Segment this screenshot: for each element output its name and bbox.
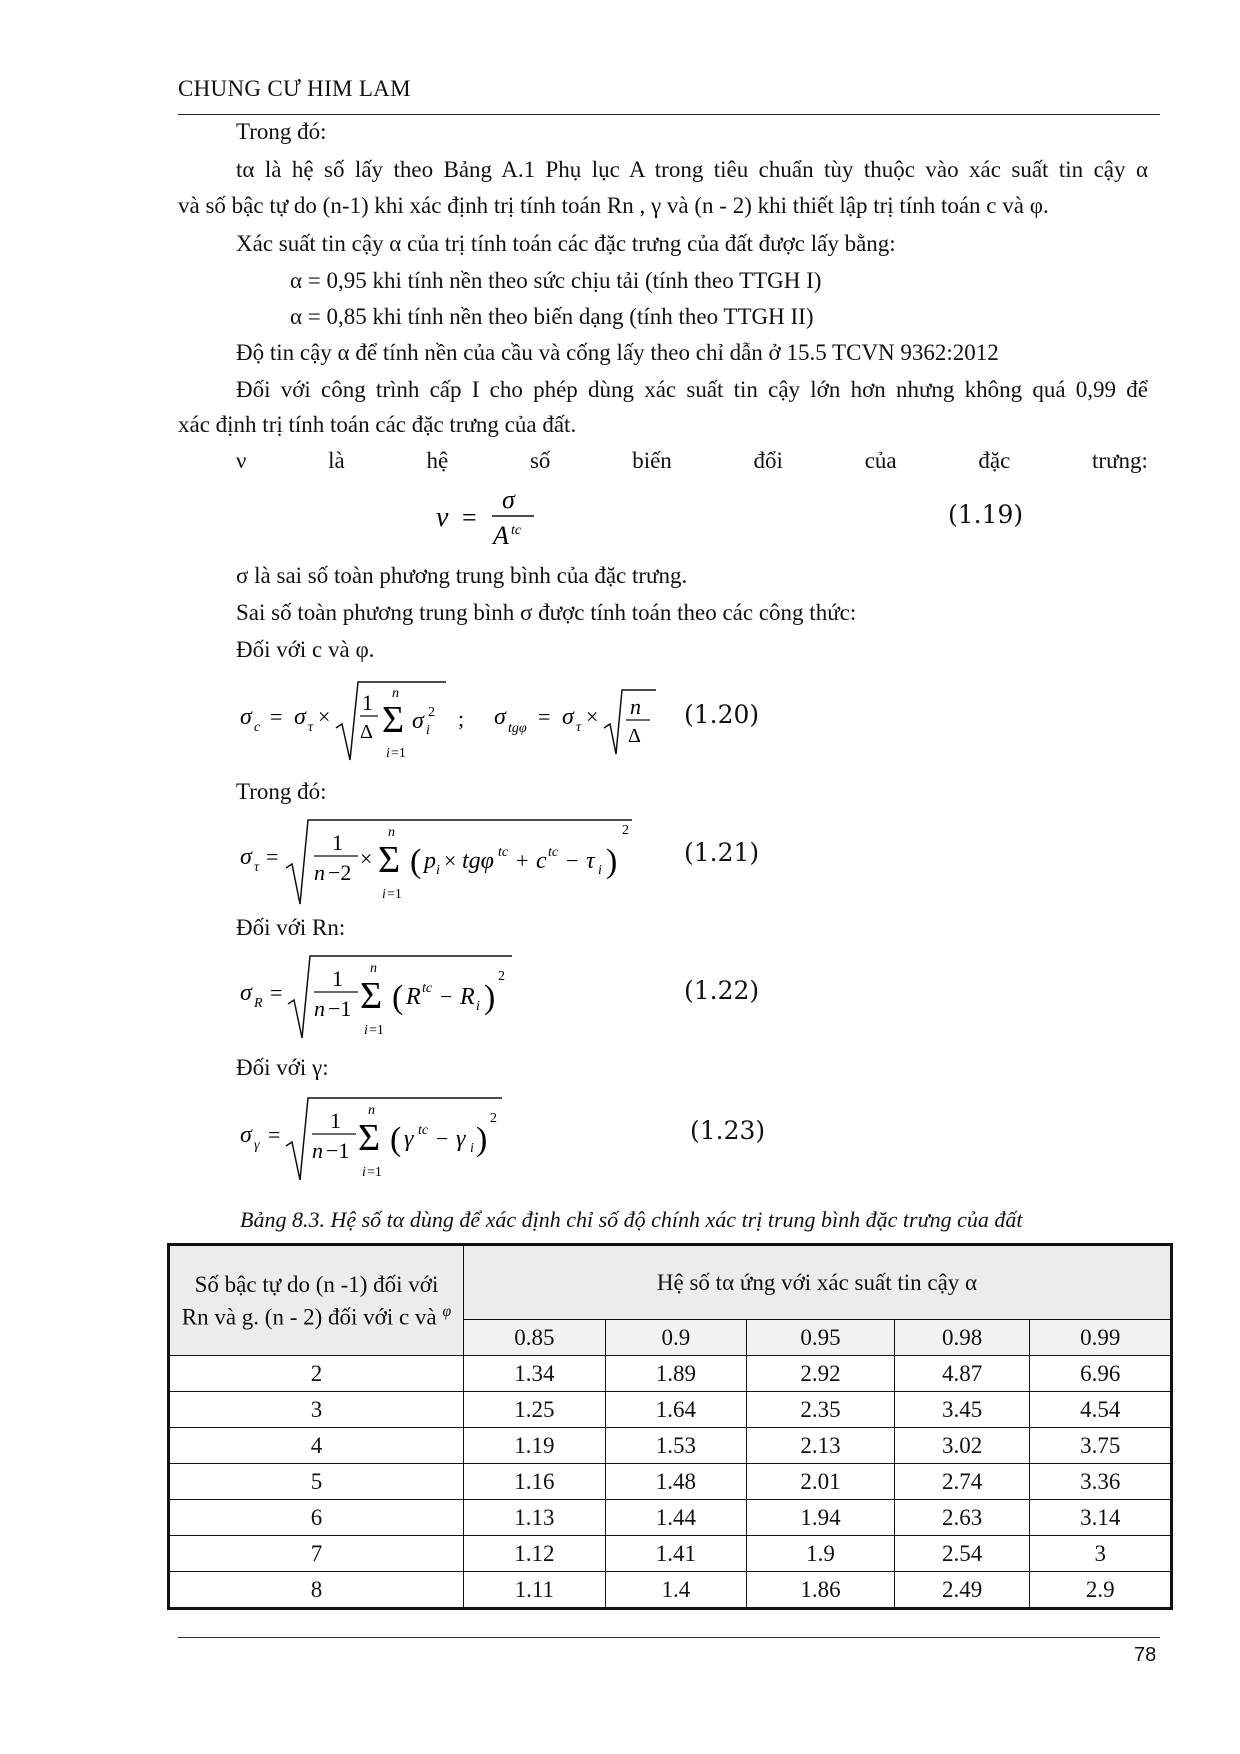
svg-text:n: n <box>368 1103 375 1118</box>
table-row: 8 1.11 1.4 1.86 2.49 2.9 <box>169 1572 1172 1609</box>
svg-text:−: − <box>436 1126 449 1151</box>
svg-text:σ: σ <box>240 980 252 1006</box>
svg-text:i: i <box>470 1141 474 1156</box>
svg-text:2: 2 <box>490 1111 497 1126</box>
paragraph-sigma-definition: σ là sai số toàn phương trung bình của đặc trưng. <box>236 563 688 588</box>
svg-text:σ: σ <box>562 704 574 730</box>
alpha-value: 0.9 <box>605 1320 747 1356</box>
svg-text:τ: τ <box>586 848 595 874</box>
page-header <box>178 76 1160 115</box>
equation-1-20 <box>236 676 676 766</box>
svg-text:γ: γ <box>404 1126 414 1152</box>
svg-text:n: n <box>312 1138 323 1163</box>
paragraph-talpha-line1: tα là hệ số lấy theo Bảng A.1 Phụ lục A trong tiêu chuẩn tùy thuộc vào xác suất tin cậy α <box>236 157 1148 182</box>
paragraph-talpha-line2: và số bậc tự do (n-1) khi xác định trị tính toán Rn , γ và (n - 2) khi thiết lập trị tính toán c và φ. <box>178 193 1049 218</box>
svg-text:=: = <box>266 844 279 869</box>
t-alpha-table <box>167 1243 1173 1610</box>
svg-text:R: R <box>254 996 263 1011</box>
svg-text:n: n <box>314 996 325 1021</box>
table-row: 7 1.12 1.41 1.9 2.54 3 <box>169 1536 1172 1572</box>
degrees-of-freedom-header: Số bậc tự do (n -1) đối với Rn và g. (n - 2) đối với c và $^\varphi$ <box>169 1245 464 1356</box>
svg-text:σ: σ <box>502 485 515 514</box>
svg-text:tc: tc <box>422 981 433 996</box>
svg-text:×: × <box>318 704 331 729</box>
svg-text:n: n <box>314 860 325 885</box>
svg-text:σ: σ <box>240 704 252 730</box>
coefficient-header: Hệ số tα ứng với xác suất tin cậy α <box>464 1245 1172 1320</box>
svg-text:τ: τ <box>576 720 582 735</box>
svg-text:i: i <box>598 863 602 878</box>
svg-text:=1: =1 <box>367 1165 382 1180</box>
svg-text:c: c <box>536 848 547 874</box>
svg-text:2: 2 <box>498 969 505 984</box>
svg-text:n: n <box>370 961 377 976</box>
svg-text:n: n <box>392 686 399 701</box>
paragraph-class-i-line2: xác định trị tính toán các đặc trưng của đất. <box>178 412 577 437</box>
alpha-value: 0.85 <box>464 1320 606 1356</box>
svg-text:γ: γ <box>254 1138 260 1153</box>
svg-text:): ) <box>476 1121 488 1158</box>
svg-text:×: × <box>444 848 457 873</box>
paragraph-bridges: Độ tin cậy α để tính nền của cầu và cống lấy theo chỉ dẫn ở 15.5 TCVN 9362:2012 <box>236 340 999 365</box>
table-row: 2 1.34 1.89 2.92 4.87 6.96 <box>169 1356 1172 1392</box>
header-title: CHUNG CƯ HIM LAM <box>178 76 411 101</box>
svg-text:σ: σ <box>240 844 252 870</box>
alpha-value: 0.98 <box>894 1320 1030 1356</box>
svg-text:1: 1 <box>332 830 343 855</box>
svg-text:=1: =1 <box>369 1023 384 1038</box>
svg-text:n: n <box>388 825 395 840</box>
paragraph-alpha-095: α = 0,95 khi tính nền theo sức chịu tải (tính theo TTGH I) <box>290 268 822 293</box>
svg-text:2: 2 <box>622 823 629 838</box>
svg-text:=1: =1 <box>387 887 402 902</box>
svg-text:σ: σ <box>494 704 506 730</box>
page-number: 78 <box>1134 1644 1157 1666</box>
svg-text:): ) <box>484 979 496 1016</box>
svg-text:(: ( <box>410 843 422 880</box>
svg-text:i: i <box>426 723 430 738</box>
svg-text:tgφ: tgφ <box>462 848 494 874</box>
paragraph-nu-definition: ν là hệ số biến đổi của đặc trưng: <box>236 448 1148 473</box>
equation-number-1-19: (1.19) <box>948 500 1024 529</box>
svg-text:tgφ: tgφ <box>508 721 527 736</box>
paragraph-for-rn: Đối với Rn: <box>236 915 346 940</box>
svg-text:=1: =1 <box>391 746 406 761</box>
paragraph-alpha-085: α = 0,85 khi tính nền theo biến dạng (tính theo TTGH II) <box>290 304 814 329</box>
footer-rule <box>178 1637 1160 1638</box>
svg-text:tc: tc <box>511 523 522 538</box>
svg-text:n: n <box>630 694 641 719</box>
equation-1-22 <box>236 948 536 1044</box>
svg-text:=: = <box>462 503 477 532</box>
svg-text:(: ( <box>390 1121 402 1158</box>
svg-text:=: = <box>270 704 283 729</box>
svg-text:τ: τ <box>254 860 260 875</box>
equation-number-1-23: (1.23) <box>690 1116 766 1145</box>
svg-text:−1: −1 <box>328 996 352 1021</box>
paragraph-sigma-formulas: Sai số toàn phương trung bình σ được tính toán theo các công thức: <box>236 600 857 625</box>
svg-text:γ: γ <box>456 1126 466 1152</box>
alpha-value: 0.95 <box>747 1320 895 1356</box>
svg-text:tc: tc <box>548 845 559 860</box>
alpha-value: 0.99 <box>1030 1320 1172 1356</box>
table-row: 5 1.16 1.48 2.01 2.74 3.36 <box>169 1464 1172 1500</box>
svg-text:i: i <box>382 887 386 902</box>
svg-text:×: × <box>360 846 373 871</box>
svg-text:=: = <box>270 980 283 1005</box>
svg-text:R: R <box>406 984 421 1010</box>
table-header-row <box>169 1245 1172 1320</box>
svg-text:1: 1 <box>330 1108 341 1133</box>
svg-text:=: = <box>538 704 551 729</box>
svg-text:+: + <box>516 848 529 873</box>
svg-text:p: p <box>424 848 436 874</box>
svg-text:i: i <box>476 999 480 1014</box>
svg-text:i: i <box>362 1165 366 1180</box>
svg-text:1: 1 <box>362 690 373 715</box>
svg-text:A: A <box>493 521 509 550</box>
svg-text:Σ: Σ <box>378 839 401 881</box>
paragraph-class-i-line1: Đối với công trình cấp I cho phép dùng xác suất tin cậy lớn hơn nhưng không quá 0,99 để <box>236 377 1148 402</box>
svg-text:=: = <box>268 1122 281 1147</box>
svg-text:i: i <box>364 1023 368 1038</box>
svg-text:ν: ν <box>436 502 449 533</box>
svg-text:2: 2 <box>428 705 435 720</box>
svg-text:−: − <box>440 984 453 1009</box>
paragraph-for-gamma: Đối với γ: <box>236 1055 329 1080</box>
table-row: 6 1.13 1.44 1.94 2.63 3.14 <box>169 1500 1172 1536</box>
svg-text:i: i <box>386 746 390 761</box>
svg-text:−2: −2 <box>328 860 352 885</box>
paragraph-probability: Xác suất tin cậy α của trị tính toán các đặc trưng của đất được lấy bằng: <box>236 231 896 256</box>
svg-text:Σ: Σ <box>358 1117 381 1159</box>
equation-1-21 <box>236 812 656 912</box>
svg-text:i: i <box>436 863 440 878</box>
equation-number-1-21: (1.21) <box>684 838 760 867</box>
table-row: 4 1.19 1.53 2.13 3.02 3.75 <box>169 1428 1172 1464</box>
equation-1-23 <box>236 1090 536 1186</box>
svg-text:×: × <box>586 704 599 729</box>
svg-text:Σ: Σ <box>360 975 383 1017</box>
svg-text:(: ( <box>392 979 404 1016</box>
svg-text:;: ; <box>458 706 465 731</box>
paragraph-for-c-phi: Đối với c và φ. <box>236 637 375 662</box>
svg-text:1: 1 <box>332 966 343 991</box>
svg-text:Σ: Σ <box>382 699 405 741</box>
svg-text:tc: tc <box>498 845 509 860</box>
table-caption: Bảng 8.3. Hệ số tα dùng để xác định chỉ số độ chính xác trị trung bình đặc trưng của đất <box>240 1207 1023 1232</box>
svg-text:Δ: Δ <box>628 725 641 747</box>
svg-text:−1: −1 <box>326 1138 350 1163</box>
equation-number-1-20: (1.20) <box>684 700 760 729</box>
svg-text:c: c <box>254 720 261 735</box>
svg-text:tc: tc <box>418 1123 429 1138</box>
svg-text:): ) <box>606 843 618 880</box>
svg-text:Δ: Δ <box>360 721 373 743</box>
svg-text:−: − <box>566 848 579 873</box>
svg-text:σ: σ <box>412 708 424 734</box>
table-row: 3 1.25 1.64 2.35 3.45 4.54 <box>169 1392 1172 1428</box>
svg-text:σ: σ <box>294 704 306 730</box>
svg-text:R: R <box>460 984 475 1010</box>
paragraph-where-1: Trong đó: <box>236 119 327 144</box>
equation-1-19 <box>430 482 550 552</box>
svg-text:τ: τ <box>308 720 314 735</box>
svg-text:σ: σ <box>240 1122 252 1148</box>
equation-number-1-22: (1.22) <box>684 976 760 1005</box>
paragraph-where-2: Trong đó: <box>236 779 327 804</box>
